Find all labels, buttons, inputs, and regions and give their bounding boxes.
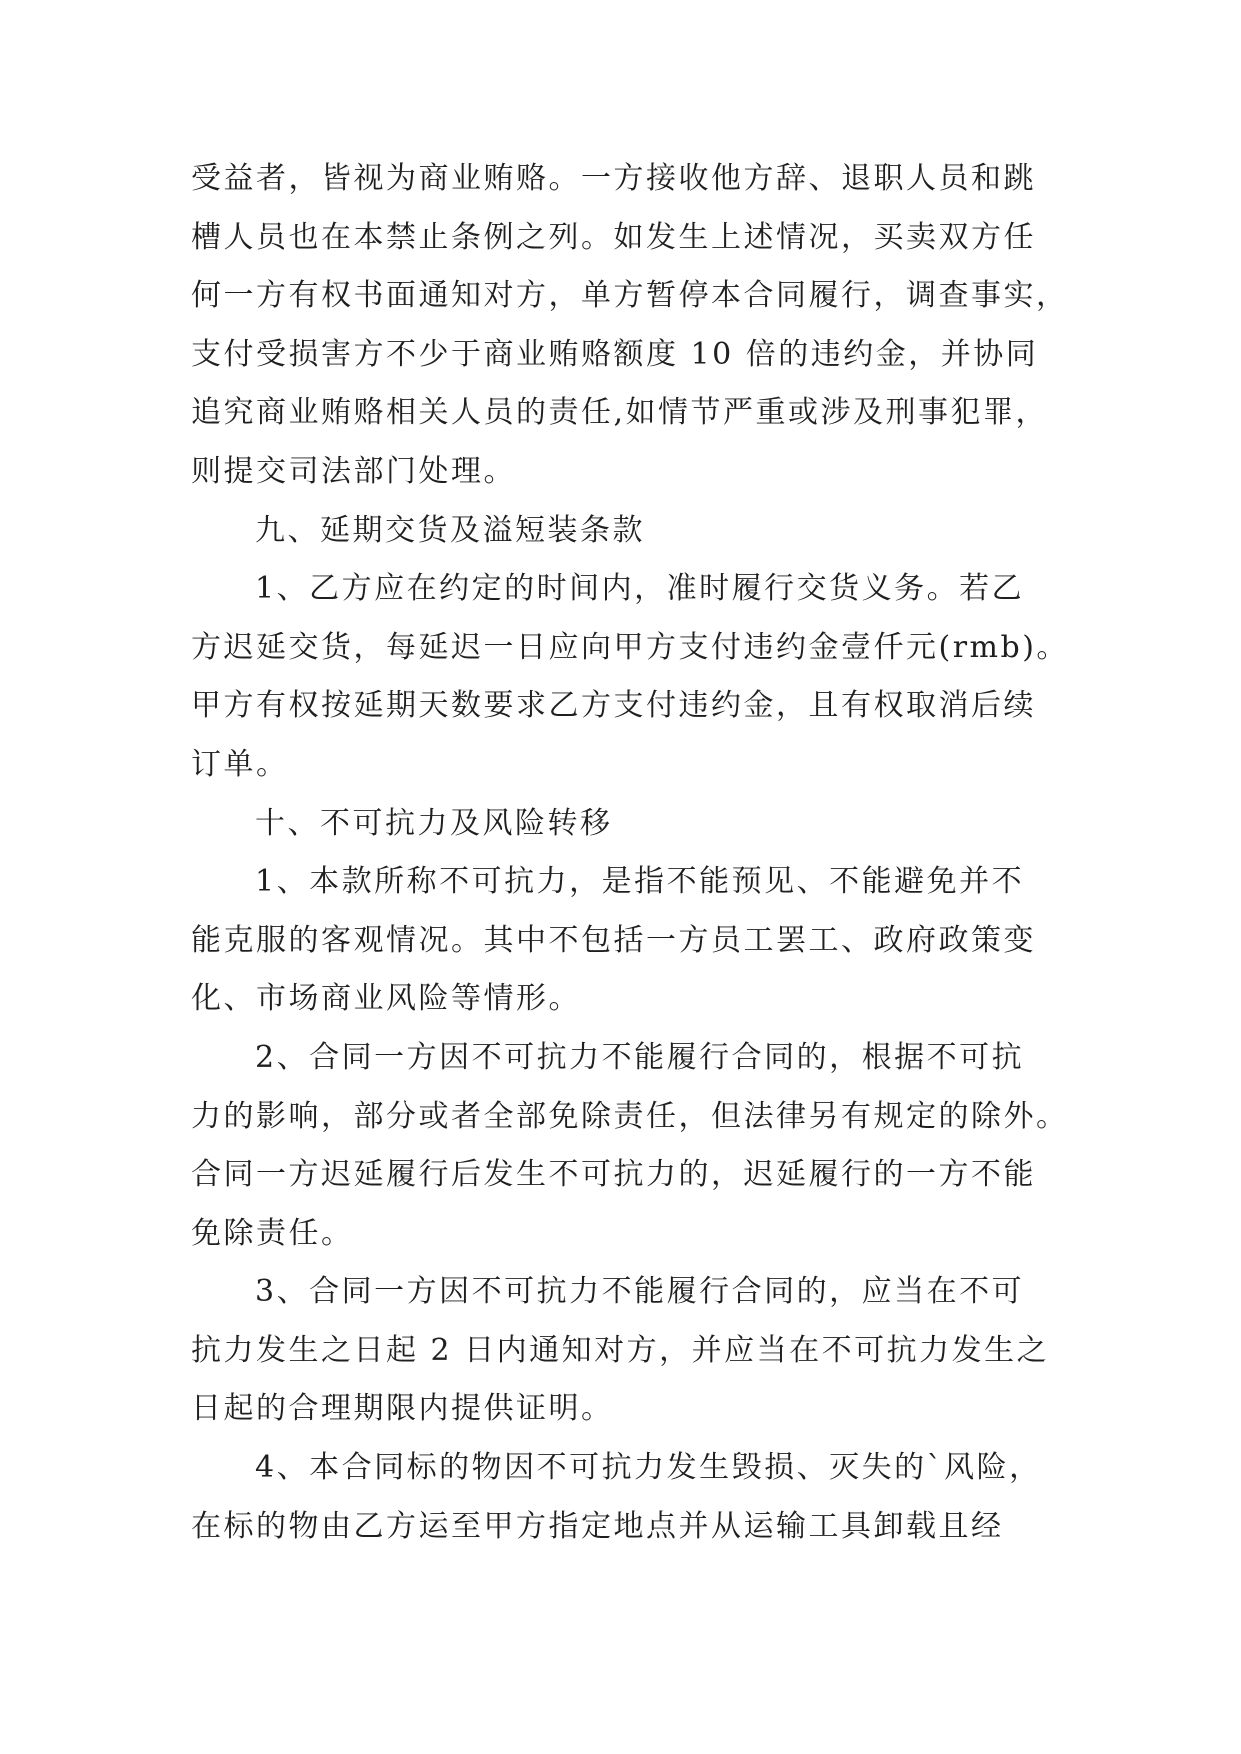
text-line: 2、合同一方因不可抗力不能履行合同的，根据不可抗 (255, 1039, 1025, 1075)
text-line: 抗力发生之日起 2 日内通知对方，并应当在不可抗力发生之 (191, 1332, 1050, 1368)
text-line: 支付受损害方不少于商业贿赂额度 10 倍的违约金，并协同 (191, 336, 1039, 372)
text-line: 方迟延交货，每延迟一日应向甲方支付违约金壹仟元(rmb)。 (191, 629, 1069, 665)
text-line: 3、合同一方因不可抗力不能履行合同的，应当在不可 (255, 1274, 1025, 1310)
text-line: 1、本款所称不可抗力，是指不能预见、不能避免并不 (255, 864, 1025, 900)
text-line: 1、乙方应在约定的时间内，准时履行交货义务。若乙 (255, 571, 1025, 607)
text-line: 槽人员也在本禁止条例之列。如发生上述情况，买卖双方任 (191, 219, 1036, 255)
text-line: 受益者，皆视为商业贿赂。一方接收他方辞、退职人员和跳 (191, 161, 1036, 196)
text-line: 日起的合理期限内提供证明。 (191, 1391, 614, 1427)
text-line: 合同一方迟延履行后发生不可抗力的，迟延履行的一方不能 (191, 1157, 1036, 1193)
text-line: 何一方有权书面通知对方，单方暂停本合同履行，调查事实， (191, 278, 1069, 314)
text-line: 订单。 (191, 746, 289, 782)
text-line: 力的影响，部分或者全部免除责任，但法律另有规定的除外。 (191, 1098, 1069, 1134)
text-line: 免除责任。 (191, 1215, 354, 1251)
section-heading: 十、不可抗力及风险转移 (255, 805, 613, 841)
text-line: 化、市场商业风险等情形。 (191, 981, 581, 1017)
text-line: 能克服的客观情况。其中不包括一方员工罢工、政府政策变 (191, 922, 1036, 958)
section-heading: 九、延期交货及溢短装条款 (255, 512, 645, 548)
text-line: 则提交司法部门处理。 (191, 453, 516, 489)
document-body (191, 150, 1069, 1556)
text-line: 在标的物由乙方运至甲方指定地点并从运输工具卸载且经 (191, 1508, 1004, 1544)
text-line: 追究商业贿赂相关人员的责任,如情节严重或涉及刑事犯罪， (191, 395, 1049, 431)
text-line: 甲方有权按延期天数要求乙方支付违约金，且有权取消后续 (191, 688, 1036, 724)
text-line: 4、本合同标的物因不可抗力发生毁损、灭失的`风险， (255, 1450, 1042, 1486)
